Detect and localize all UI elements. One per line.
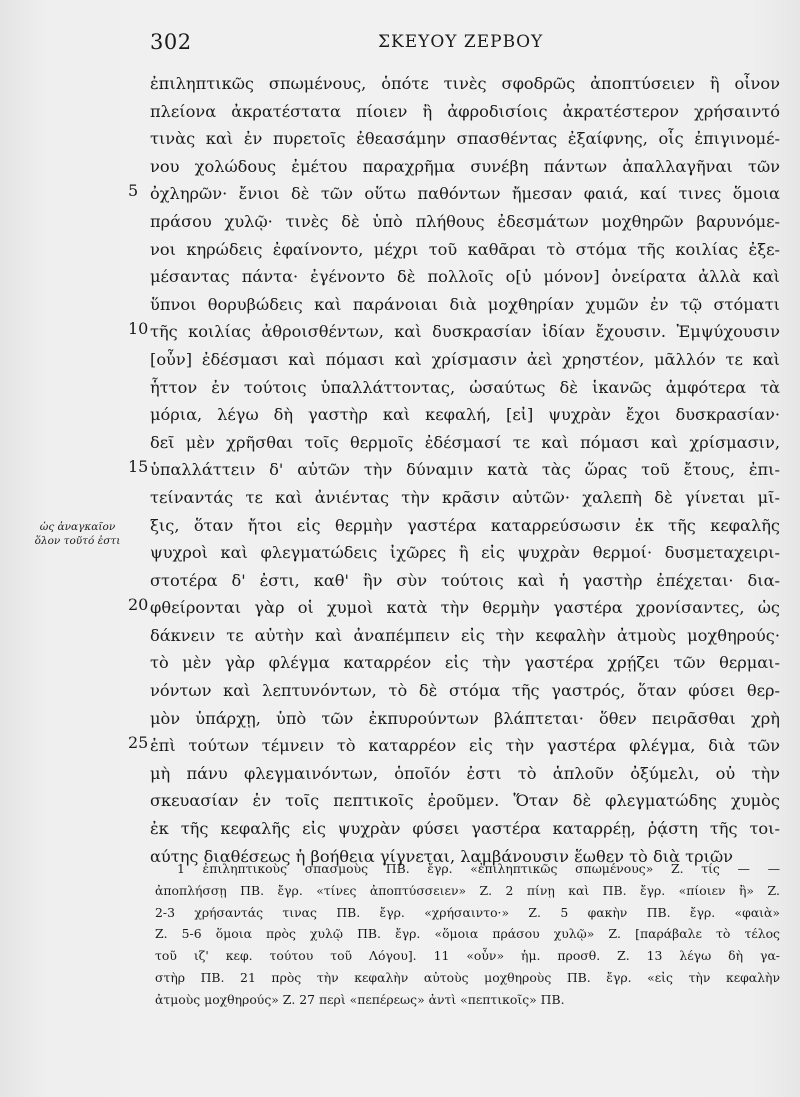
text-line: δάκνειν τε αὐτὴν καὶ ἀναπέμπειν εἰς τὴν κεφαλὴν ἀτμοὺς μοχθηρούς· [150,625,780,645]
text-line: αύτης διαθέσεως ἡ βοήθεια γίγνεται, λαμβάνουσιν ἕωθεν τὸ διὰ τριῶν [150,846,733,866]
text-line: τείναντάς τε καὶ ἀνιέντας τὴν κρᾶσιν αὐτῶν· χαλεπὴ δὲ γίνεται μῖ- [150,487,780,507]
text-line: μὸν ὑπάρχῃ, ὑπὸ τῶν ἐκπυρούντων βλάπτεται· ὅθεν πειρᾶσθαι χρὴ [150,708,780,728]
footnote-line: ἀποπλήσσῃ ΠΒ. ἔγρ. «τίνες ἀποπτύσσειεν» Ζ. 2 πίνῃ καὶ ΠΒ. ἔγρ. «πίοιεν ἢ» Ζ. [155,882,780,898]
footnote-line: 1 ἐπιληπτικοὺς σπασμοὺς ΠΒ. ἔγρ. «ἐπιληπτικῶς σπωμένους» Ζ. τίς — — [177,861,780,876]
text-line: ἐκ τῆς κεφαλῆς εἰς ψυχρὰν φύσει γαστέρα καταρρέῃ, ῥᾴστη τῆς τοι- [150,819,780,839]
text-line: ἧττον ἐν τούτοις ὑπαλλάττοντας, ὡσαύτως δὲ ἱκανῶς ἀμφότερα τὰ [150,377,780,397]
text-line: ὕπνοι θορυβώδεις καὶ παράνοιαι διὰ μοχθηρίαν χυμῶν ἐν τῷ στόματι [150,294,780,314]
text-line: πλείονα ἀκρατέστατα πίοιεν ἢ ἀφροδισίοις ἀκρατέστερον χρήσαιντό [150,101,780,121]
running-title: ΣΚΕΥΟΥ ΖΕΡΒΟΥ [378,32,544,52]
line-number: 25 [128,733,149,752]
line-number: 20 [128,595,149,614]
footnote-line: ἀτμοὺς μοχθηρούς» Ζ. 27 περὶ «πεπέρεως» ἀντὶ «πεπτικοῖς» ΠΒ. [155,991,565,1007]
text-line: ξις, ὅταν ἤτοι εἰς θερμὴν γαστέρα καταρρεύσωσιν ἐκ τῆς κεφαλῆς [150,515,780,535]
text-line: τὸ μὲν γὰρ φλέγμα καταρρέον εἰς τὴν γαστέρα χρῄζει τῶν θερμαι- [150,653,780,673]
marginal-note-line: ὡς ἀναγκαῖον [39,521,116,533]
page-header [150,30,770,58]
line-number: 15 [128,457,149,476]
main-text [150,70,780,870]
text-line: μόρια, λέγω δὴ γαστὴρ καὶ κεφαλή, [εἰ] ψυχρὰν ἔχοι δυσκρασίαν· [150,405,780,425]
page-number: 302 [150,30,192,54]
footnote-line: τοῦ ιζ' κεφ. τούτου τοῦ Λόγου]. 11 «οὖν» ἡμ. προσθ. Ζ. 13 λέγω δὴ γα- [155,948,780,964]
text-line: ὑπαλλάττειν δ' αὐτῶν τὴν δύναμιν κατὰ τὰς ὥρας τοῦ ἔτους, ἐπι- [150,460,780,480]
marginal-note-line: ὅλον τοῦτό ἐστι [34,535,121,547]
text-line: μέσαντας πάντα· ἐγένοντο δὲ πολλοῖς ο[ὐ μόνον] ὀνείρατα ἀλλὰ καὶ [150,267,780,287]
text-line: πράσου χυλῷ· τινὲς δὲ ὑπὸ πλήθους ἐδεσμάτων μοχθηρῶν βαρυνόμε- [150,211,780,231]
text-line: [οὖν] ἐδέσμασι καὶ πόμασι καὶ χρίσμασιν ἀεὶ χρηστέον, μᾶλλόν τε καὶ [150,349,780,369]
text-line: δεῖ μὲν χρῆσθαι τοῖς θερμοῖς ἐδέσμασί τε καὶ πόμασι καὶ χρίσμασιν, [150,432,780,452]
text-line: τῆς κοιλίας ἀθροισθέντων, καὶ δυσκρασίαν ἰδίαν ἔχουσιν. Ἐμψύχουσιν [150,322,780,342]
text-line: τινὰς καὶ ἐν πυρετοῖς ἐθεασάμην σπασθέντας ἐξαίφνης, οἷς ἐπιγινομέ- [150,129,780,149]
text-line: νου χολώδους ἐμέτου παραχρῆμα συνέβη πάντων ἀπαλλαγῆναι τῶν [150,156,780,176]
text-line: ψυχροὶ καὶ φλεγματώδεις ἰχῶρες ἢ εἰς ψυχρὰν θερμοί· δυσμεταχειρι- [150,543,780,563]
text-line: νόντων καὶ λεπτυνόντων, τὸ δὲ στόμα τῆς γαστρός, ὅταν φύσει θερ- [150,681,780,701]
text-line: ἐπιληπτικῶς σπωμένους, ὁπότε τινὲς σφοδρῶς ἀποπτύσειεν ἢ οἶνον [150,74,780,93]
text-line: στοτέρα δ' ἐστι, καθ' ἣν σὺν τούτοις καὶ ἡ γαστὴρ ἐπέχεται· δια- [150,570,780,590]
marginal-note [30,520,125,548]
critical-apparatus [155,858,780,1011]
text-line: σκευασίαν ἐν τοῖς πεπτικοῖς ἐροῦμεν. Ὅταν δὲ φλεγματώδης χυμὸς [150,791,780,811]
footnote-line: Ζ. 5-6 ὅμοια πρὸς χυλῷ ΠΒ. ἔγρ. «ὅμοια πράσου χυλῷ» Ζ. [παράβαλε τὸ τέλος [155,926,780,942]
text-line: ὀχληρῶν· ἔνιοι δὲ τῶν οὕτω παθόντων ἤμεσαν φαιά, καί τινες ὅμοια [150,184,780,204]
footnote-line: στὴρ ΠΒ. 21 πρὸς τὴν κεφαλὴν αὐτοὺς μοχθηροὺς ΠΒ. ἔγρ. «εἰς τὴν κεφαλὴν [155,969,780,985]
text-line: μὴ πάνυ φλεγμαινόντων, ὁποῖόν ἐστι τὸ ἁπλοῦν ὀξύμελι, οὐ τὴν [150,763,780,783]
line-number: 10 [128,319,149,338]
text-line: ἐπὶ τούτων τέμνειν τὸ καταρρέον εἰς τὴν γαστέρα φλέγμα, διὰ τῶν [150,736,780,756]
footnote-line: 2-3 χρήσαντάς τινας ΠΒ. ἔγρ. «χρήσαιντο·» Ζ. 5 φακὴν ΠΒ. ἔγρ. «φαιὰ» [155,904,780,920]
text-line: φθείρονται γὰρ οἱ χυμοὶ κατὰ τὴν θερμὴν γαστέρα χρονίσαντες, ὡς [150,598,780,618]
line-number: 5 [128,181,139,200]
text-line: νοι κηρώδεις ἐφαίνοντο, μέχρι τοῦ καθᾶραι τὸ στόμα τῆς κοιλίας ἐξε- [150,239,780,259]
